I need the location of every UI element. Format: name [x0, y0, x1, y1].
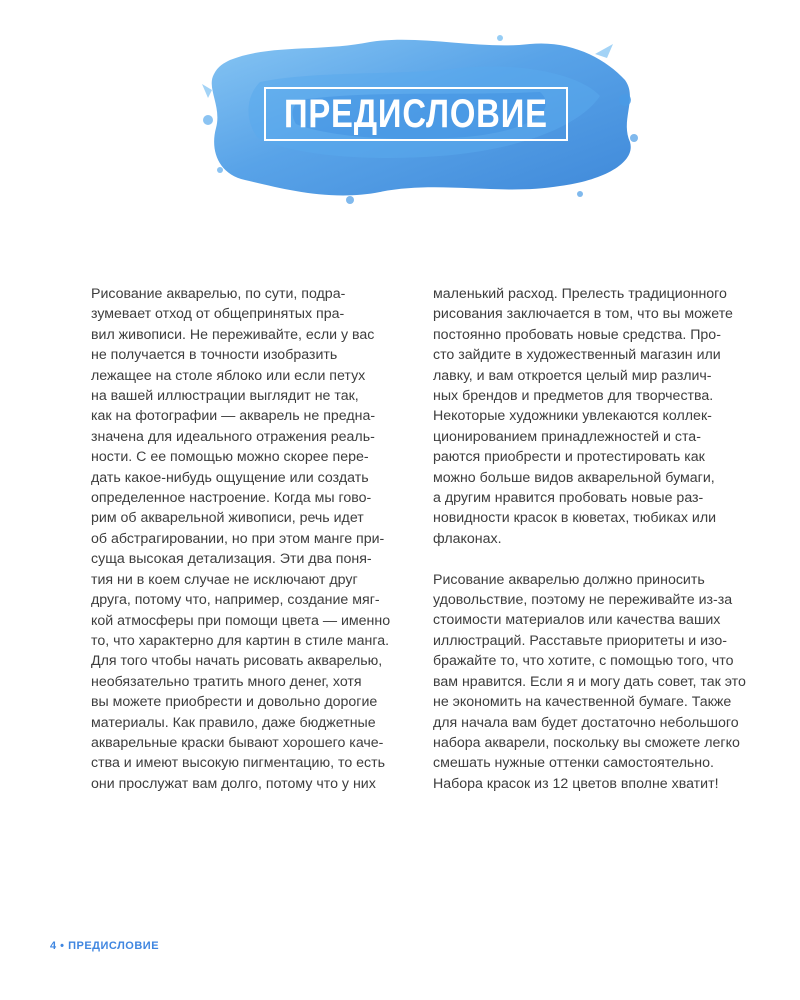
text-line: зумевает отход от общепринятых пра- [91, 306, 345, 323]
text-line: смешать нужные оттенки самостоятельно. [433, 755, 714, 772]
page-title: ПРЕДИСЛОВИЕ [284, 91, 548, 136]
paragraph [433, 284, 745, 549]
text-line: лежащее на столе яблоко или если петух [91, 367, 366, 384]
paragraph [433, 570, 745, 794]
text-line: флаконах. [433, 530, 502, 547]
chapter-header [200, 30, 640, 210]
text-line: дать какое-нибудь ощущение или создать [91, 469, 369, 486]
text-line: необязательно тратить много денег, хотя [91, 673, 362, 690]
text-line: кой атмосферы при помощи цвета — именно [91, 612, 391, 629]
text-line: можно больше видов акварельной бумаги, [433, 469, 715, 486]
text-line: Для того чтобы начать рисовать акварелью, [91, 653, 383, 670]
text-line: вил живописи. Не переживайте, если у вас [91, 326, 375, 343]
text-line: рисования заключается в том, что вы можете [433, 306, 733, 323]
text-line: сто зайдите в художественный магазин или [433, 347, 721, 364]
text-line: иллюстраций. Расставьте приоритеты и изо- [433, 632, 727, 649]
text-line: вы можете приобрести и довольно дорогие [91, 694, 378, 711]
text-line: для начала вам будет достаточно небольшого [433, 714, 739, 731]
text-line: не получается в точности изобразить [91, 347, 338, 364]
text-line: удовольствие, поэтому не переживайте из-за [433, 592, 733, 609]
paragraph [91, 284, 403, 794]
text-line: Набора красок из 12 цветов вполне хватит! [433, 775, 719, 792]
left-column [91, 284, 403, 794]
text-line: а другим нравится пробовать новые раз- [433, 490, 704, 507]
text-line: ционированием принадлежностей и ста- [433, 428, 701, 445]
text-line: ных брендов и предметов для творчества. [433, 388, 714, 405]
page-footer: 4 • ПРЕДИСЛОВИЕ [50, 940, 160, 952]
text-line: как на фотографии — акварель не предна- [91, 408, 376, 425]
text-line: об абстрагировании, но при этом манге при- [91, 530, 385, 547]
text-line: то, что характерно для картин в стиле манга. [91, 632, 390, 649]
text-line: вам нравится. Если я и могу дать совет, так это [433, 673, 746, 690]
text-line: бражайте то, что хотите, с помощью того, что [433, 653, 734, 670]
text-line: не экономить на качественной бумаге. Также [433, 694, 732, 711]
text-line: значена для идеального отражения реаль- [91, 428, 375, 445]
text-line: определенное настроение. Когда мы гово- [91, 490, 372, 507]
text-line: новидности красок в кюветах, тюбиках или [433, 510, 717, 527]
title-frame [264, 87, 568, 141]
text-line: суща высокая детализация. Эти два поня- [91, 551, 372, 568]
text-line: друга, потому что, например, создание мяг- [91, 592, 380, 609]
text-line: набора акварели, поскольку вы сможете легко [433, 734, 740, 751]
right-column [433, 284, 745, 794]
text-line: они прослужат вам долго, потому что у них [91, 775, 376, 792]
text-line: тия ни в коем случае не исключают друг [91, 571, 358, 588]
text-line: стоимости материалов или качества ваших [433, 612, 721, 629]
text-line: постоянно пробовать новые средства. Про- [433, 326, 721, 343]
text-line: ности. С ее помощью можно скорее пере- [91, 449, 369, 466]
text-line: рим об акварельной живописи, речь идет [91, 510, 364, 527]
text-line: акварельные краски бывают хорошего каче- [91, 734, 384, 751]
text-line: маленький расход. Прелесть традиционного [433, 286, 727, 302]
text-line: раются приобрести и протестировать как [433, 449, 705, 466]
text-line: на вашей иллюстрации выглядит не так, [91, 388, 359, 405]
text-line: лавку, и вам откроется целый мир различ- [433, 367, 712, 384]
text-line: Рисование акварелью должно приносить [433, 571, 705, 588]
text-line: Некоторые художники увлекаются коллек- [433, 408, 712, 425]
text-line: Рисование акварелью, по сути, подра- [91, 286, 346, 302]
text-line: ства и имеют высокую пигментацию, то есть [91, 755, 386, 772]
text-line: материалы. Как правило, даже бюджетные [91, 714, 376, 731]
